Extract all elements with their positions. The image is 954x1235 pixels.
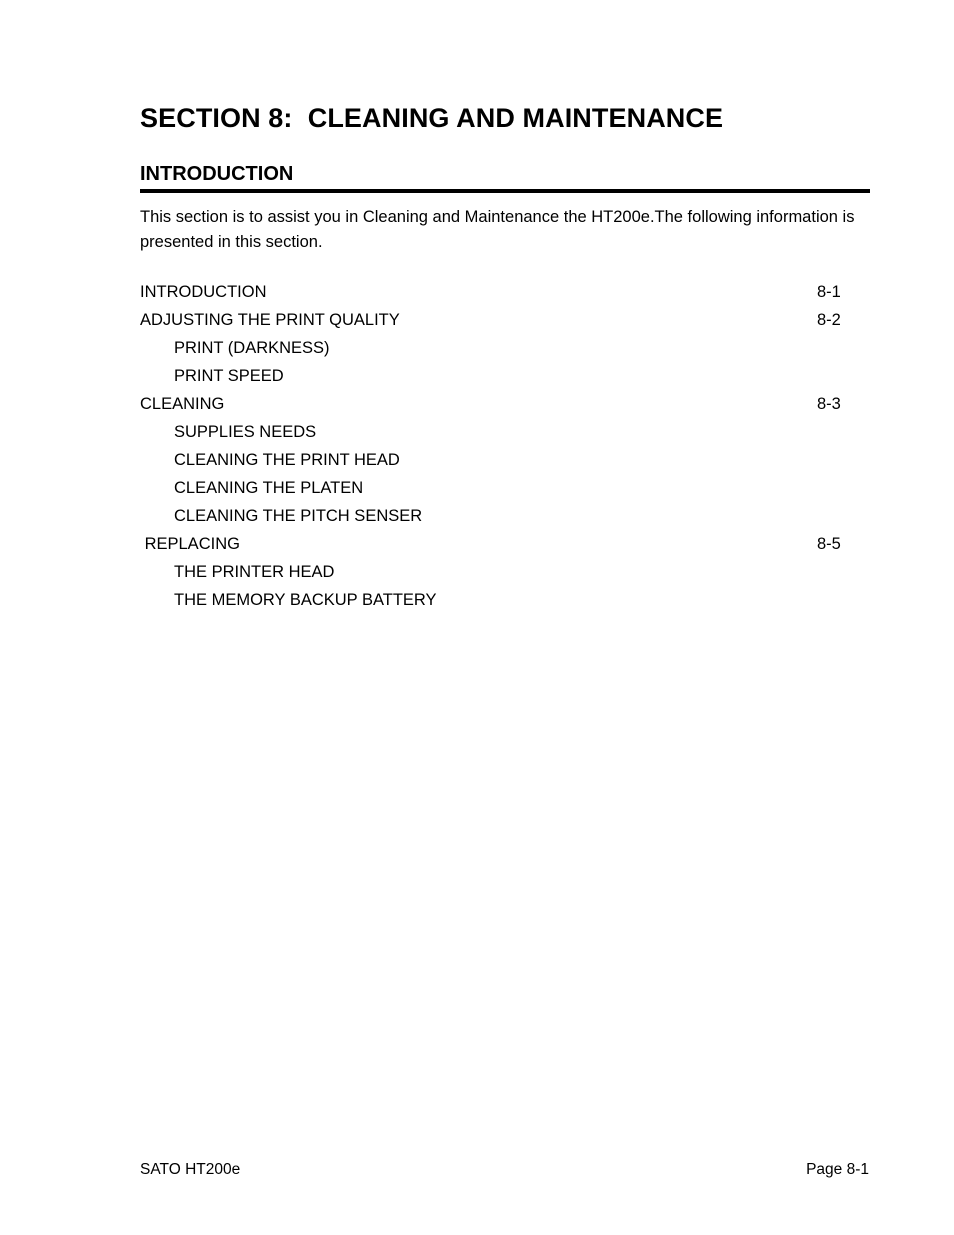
toc-item	[140, 308, 850, 336]
footer-product-name: SATO HT200e	[140, 1161, 241, 1178]
toc-subitem	[140, 448, 850, 476]
toc-subitem	[140, 336, 850, 364]
toc-subitem	[140, 588, 850, 616]
toc-subitem-label: PRINT (DARKNESS)	[174, 339, 330, 357]
toc-subitem-label: CLEANING THE PLATEN	[174, 479, 364, 497]
toc-item-label: INTRODUCTION	[140, 283, 267, 301]
toc-subitem	[140, 560, 850, 588]
toc-item-page: 8-1	[817, 283, 841, 301]
toc-subitem-label: PRINT SPEED	[174, 367, 284, 385]
intro-paragraph: This section is to assist you in Cleaning and Maintenance the HT200e.The following information is presented in this section.	[140, 208, 855, 251]
toc-subitem	[140, 420, 850, 448]
introduction-heading: INTRODUCTION	[140, 163, 294, 185]
toc-subitem-label: SUPPLIES NEEDS	[174, 423, 317, 441]
toc-subitem-label: CLEANING THE PRINT HEAD	[174, 451, 400, 469]
toc-subitem	[140, 504, 850, 532]
section-title: SECTION 8: CLEANING AND MAINTENANCE	[140, 103, 724, 133]
toc-item	[140, 532, 850, 560]
toc-item-page: 8-2	[817, 311, 841, 329]
toc-subitem-label: THE PRINTER HEAD	[174, 563, 335, 581]
heading-rule	[140, 189, 870, 193]
footer-page-number: Page 8-1	[806, 1161, 869, 1178]
toc-item-page: 8-5	[817, 535, 841, 553]
toc-item	[140, 392, 850, 420]
toc-subitem	[140, 364, 850, 392]
toc-item-label: CLEANING	[140, 395, 225, 413]
toc-subitem-label: CLEANING THE PITCH SENSER	[174, 507, 423, 525]
toc-item-page: 8-3	[817, 395, 841, 413]
toc-item-label: REPLACING	[140, 535, 240, 553]
toc-subitem	[140, 476, 850, 504]
toc-subitem-label: THE MEMORY BACKUP BATTERY	[174, 591, 437, 609]
table-of-contents	[140, 280, 850, 616]
toc-item-label: ADJUSTING THE PRINT QUALITY	[140, 311, 400, 329]
toc-item	[140, 280, 850, 308]
